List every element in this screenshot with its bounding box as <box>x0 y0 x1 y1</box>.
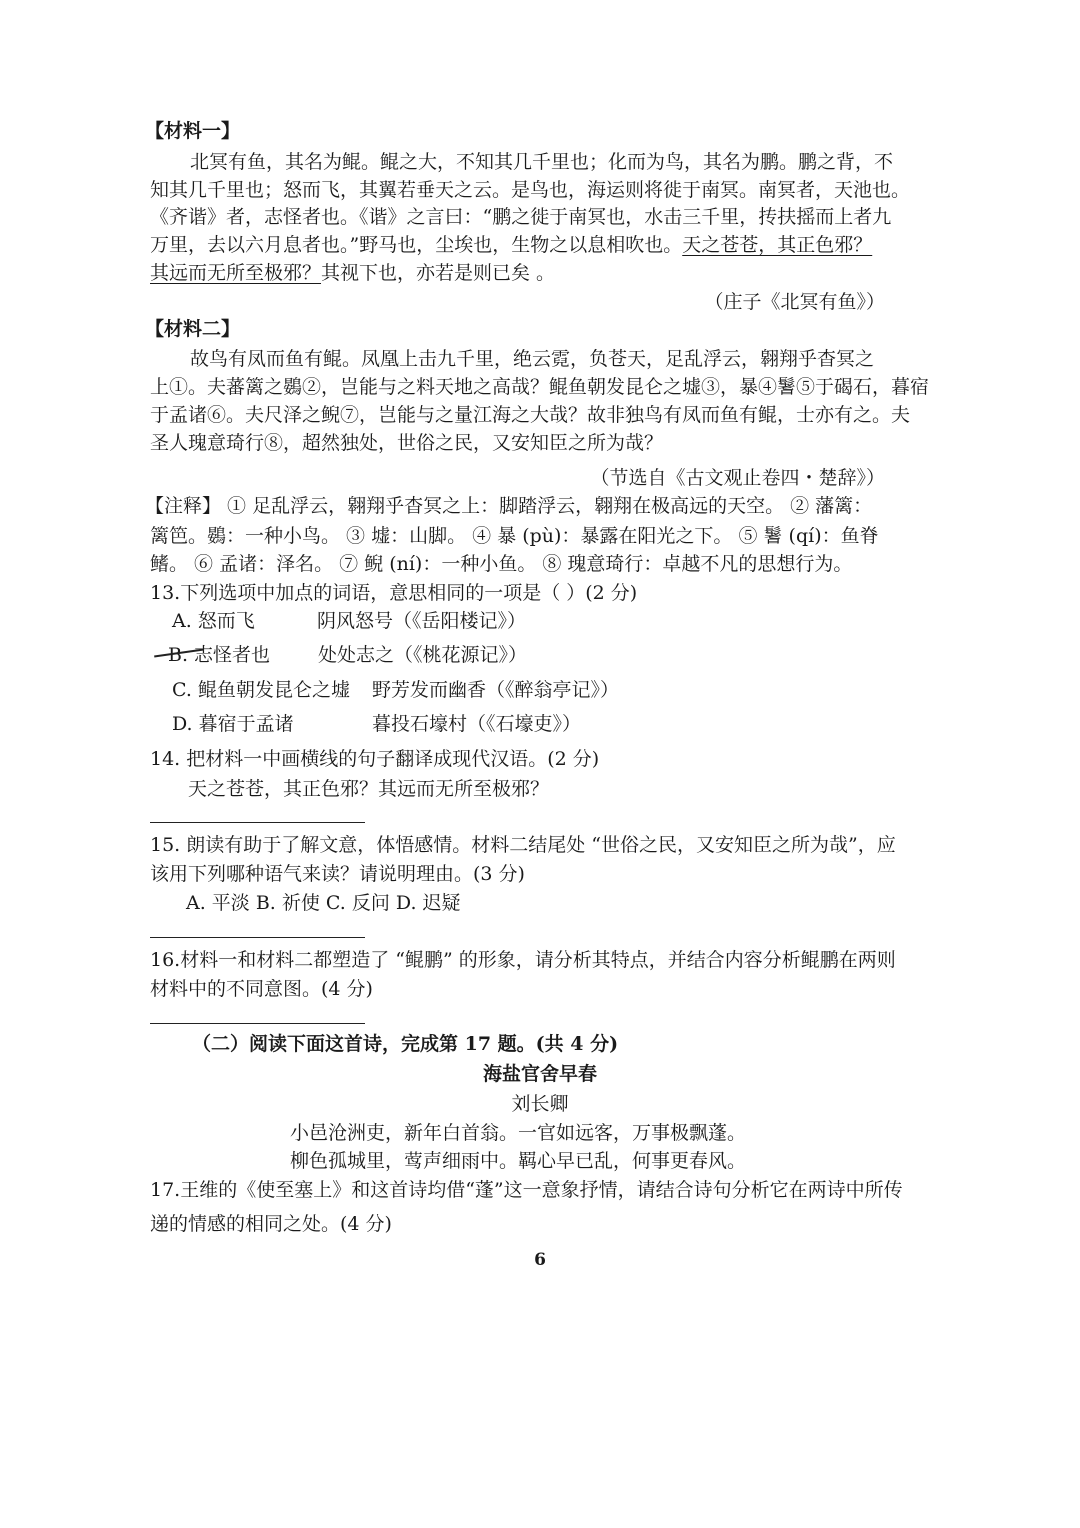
q17-line-1: 17.王维的《使至塞上》和这首诗均借“蓬”这一意象抒情，请结合诗句分析它在两诗中所传 <box>150 1179 903 1201</box>
q13-option-c-left: C. 鲲鱼朝发昆仑之墟 <box>172 679 350 701</box>
q14-stem: 14. 把材料一中画横线的句子翻译成现代汉语。(2 分) <box>150 748 600 770</box>
q15-line-1: 15. 朗读有助于了解文意，体悟感情。材料二结尾处 “世俗之民，又安知臣之所为哉”，应 <box>150 834 896 856</box>
q13-option-c-right: 野芳发而幽香（《醉翁亭记》） <box>372 679 620 701</box>
q13-option-d-right: 暮投石壕村（《石壕吏》） <box>372 713 582 735</box>
underlined-sentence-part2: 其远而无所至极邪？ <box>150 262 322 284</box>
material2-line-2: 上①。夫蕃篱之鷃②，岂能与之料天地之高哉？鲲鱼朝发昆仑之墟③，暴④鬐⑤于碣石，暮宿 <box>150 376 930 398</box>
q13-option-a-left: A. 怒而飞 <box>172 610 255 632</box>
material2-line-1: 故鸟有凤而鱼有鲲。凤凰上击九千里，绝云霓，负苍天，足乱浮云，翱翔乎杳冥之 <box>190 348 875 370</box>
notes-line-1: 【注释】 ① 足乱浮云，翱翔乎杳冥之上：脚踏浮云，翱翔在极高远的天空。 ② 藩篱： <box>145 495 873 517</box>
q16-line-1: 16.材料一和材料二都塑造了 “鲲鹏” 的形象，请分析其特点，并结合内容分析鲲鹏在两则 <box>150 949 896 971</box>
material1-line-5 <box>150 264 555 283</box>
section2-heading: （二）阅读下面这首诗，完成第 17 题。(共 4 分) <box>192 1033 619 1055</box>
material2-heading: 【材料二】 <box>145 318 241 340</box>
q17-line-2: 递的情感的相同之处。(4 分) <box>150 1213 392 1235</box>
material1-line-5-rest: 其视下也，亦若是则已矣 。 <box>321 262 556 284</box>
q16-answer-line <box>150 1023 365 1024</box>
poem-line-2: 柳色孤城里，莺声细雨中。羁心早已乱，何事更春风。 <box>290 1150 747 1172</box>
poem-title: 海盐官舍早春 <box>482 1063 597 1085</box>
q15-line-2: 该用下列哪种语气来读？请说明理由。(3 分) <box>150 863 525 885</box>
material1-line-2: 知其几千里也；怒而飞，其翼若垂天之云。是鸟也，海运则将徙于南冥。南冥者，天池也。 <box>150 179 911 201</box>
q13-option-b-right: 处处志之（《桃花源记》） <box>318 644 528 666</box>
poem-line-1: 小邑沧洲吏，新年白首翁。一官如远客，万事极飘蓬。 <box>290 1122 747 1144</box>
page-number: 6 <box>534 1250 546 1270</box>
q13-option-d-left: D. 暮宿于孟诸 <box>172 713 294 735</box>
poem-author: 刘长卿 <box>511 1093 569 1115</box>
material1-heading: 【材料一】 <box>145 120 241 142</box>
notes-line-3: 鳍。 ⑥ 孟诸：泽名。 ⑦ 鲵 (ní)：一种小鱼。 ⑧ 瑰意琦行：卓越不凡的思想行为。 <box>150 553 853 575</box>
underlined-sentence-part1: 天之苍苍，其正色邪？ <box>682 234 873 256</box>
material1-line-4-text: 万里，去以六月息者也。”野马也，尘埃也，生物之以息相吹也。 <box>150 234 683 256</box>
material1-line-3: 《齐谐》者，志怪者也。《谐》之言曰：“鹏之徙于南冥也，水击三千里，抟扶摇而上者九 <box>150 206 892 228</box>
notes-line-2: 篱笆。鷃：一种小鸟。 ③ 墟：山脚。 ④ 暴 (pù)：暴露在阳光之下。 ⑤ 鬐 (qí)：鱼脊 <box>150 525 879 547</box>
q14-sentence: 天之苍苍，其正色邪？其远而无所至极邪？ <box>188 778 550 800</box>
q13-option-a-right: 阴风怒号（《岳阳楼记》） <box>317 610 527 632</box>
q13-option-b-left: B. 志怪者也 <box>168 644 271 666</box>
q15-answer-line <box>150 937 365 938</box>
material2-line-3: 于孟诸⑥。夫尺泽之鲵⑦，岂能与之量江海之大哉？故非独鸟有凤而鱼有鲲，士亦有之。夫 <box>150 404 911 426</box>
material2-source: （节选自《古文观止卷四・楚辞》） <box>590 467 885 489</box>
q15-options: A. 平淡 B. 祈使 C. 反问 D. 迟疑 <box>186 892 461 914</box>
material2-line-4: 圣人瑰意琦行⑧，超然独处，世俗之民，又安知臣之所为哉？ <box>150 432 664 454</box>
q14-answer-line <box>150 822 365 823</box>
material1-line-4 <box>150 236 872 255</box>
material1-line-1: 北冥有鱼，其名为鲲。鲲之大，不知其几千里也；化而为鸟，其名为鹏。鹏之背，不 <box>190 151 894 173</box>
material1-source: （庄子《北冥有鱼》） <box>704 291 885 313</box>
q16-line-2: 材料中的不同意图。(4 分) <box>150 978 373 1000</box>
q13-stem: 13.下列选项中加点的词语，意思相同的一项是（ ）(2 分) <box>150 582 638 604</box>
